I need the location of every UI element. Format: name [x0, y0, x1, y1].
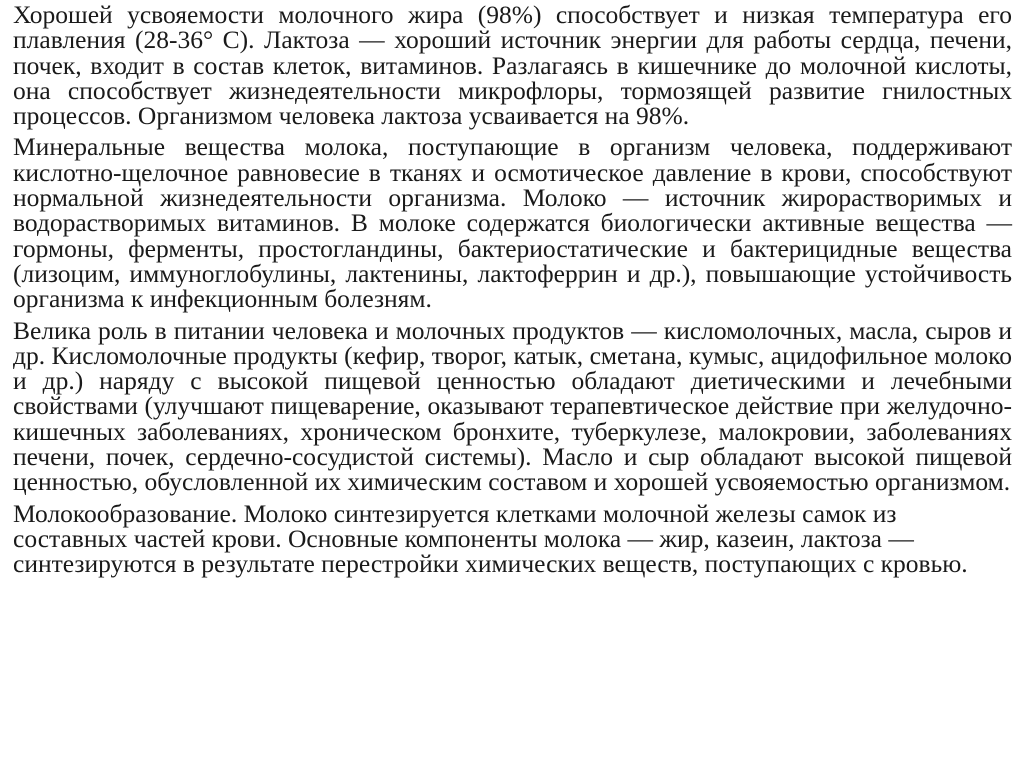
- paragraph-milk-fat-lactose: Хорошей усвояемости молочного жира (98%) способствует и низкая температура его плавления (28-36° С). Лактоза — хороший источник энергии для работы сердца, печени, почек, входит в состав клеток, витаминов. Разлагаясь в кишечнике до молочной кислоты, она способствует жизнедеятельности микрофлоры, тормозящей развитие гнилостных процессов. Организмом человека лактоза усваивается на 98%.: [13, 0, 1012, 131]
- paragraph-minerals-vitamins: Минеральные вещества молока, поступающие в организм человека, поддерживают кислотно-щелочное равновесие в тканях и осмотическое давление в крови, способствуют нормальной жизнедеятельности организма. Молоко — источник жирорастворимых и водорастворимых витаминов. В молоке содержатся биологически активные вещества — гормоны, ферменты, простогландины, бактериостатические и бактерицидные вещества (лизоцим, иммуноглобулины, лактенины, лактоферрин и др.), повышающие устойчивость организма к инфекционным болезням.: [13, 132, 1012, 314]
- paragraph-milk-formation: Молокообразование. Молоко синтезируется клетками молочной железы самок из составных частей крови. Основные компоненты молока — жир, казеин, лактоза — синтезируются в результате перестройки химических веществ, поступающих с кровью.: [13, 498, 968, 579]
- paragraph-dairy-products: Велика роль в питании человека и молочных продуктов — кисломолочных, масла, сыров и др. Кисломолочные продукты (кефир, творог, катык, сметана, кумыс, ацидофильное молоко и др.) наряду с высокой пищевой ценностью обладают диетическими и лечебными свойствами (улучшают пищеварение, оказывают терапевтическое действие при желудочно-кишечных заболеваниях, хроническом бронхите, туберкулезе, малокровии, заболеваниях печени, почек, сердечно-сосудистой системы). Масло и сыр обладают высокой пищевой ценностью, обусловленной их химическим составом и хорошей усвояемостью организмом.: [13, 315, 1012, 497]
